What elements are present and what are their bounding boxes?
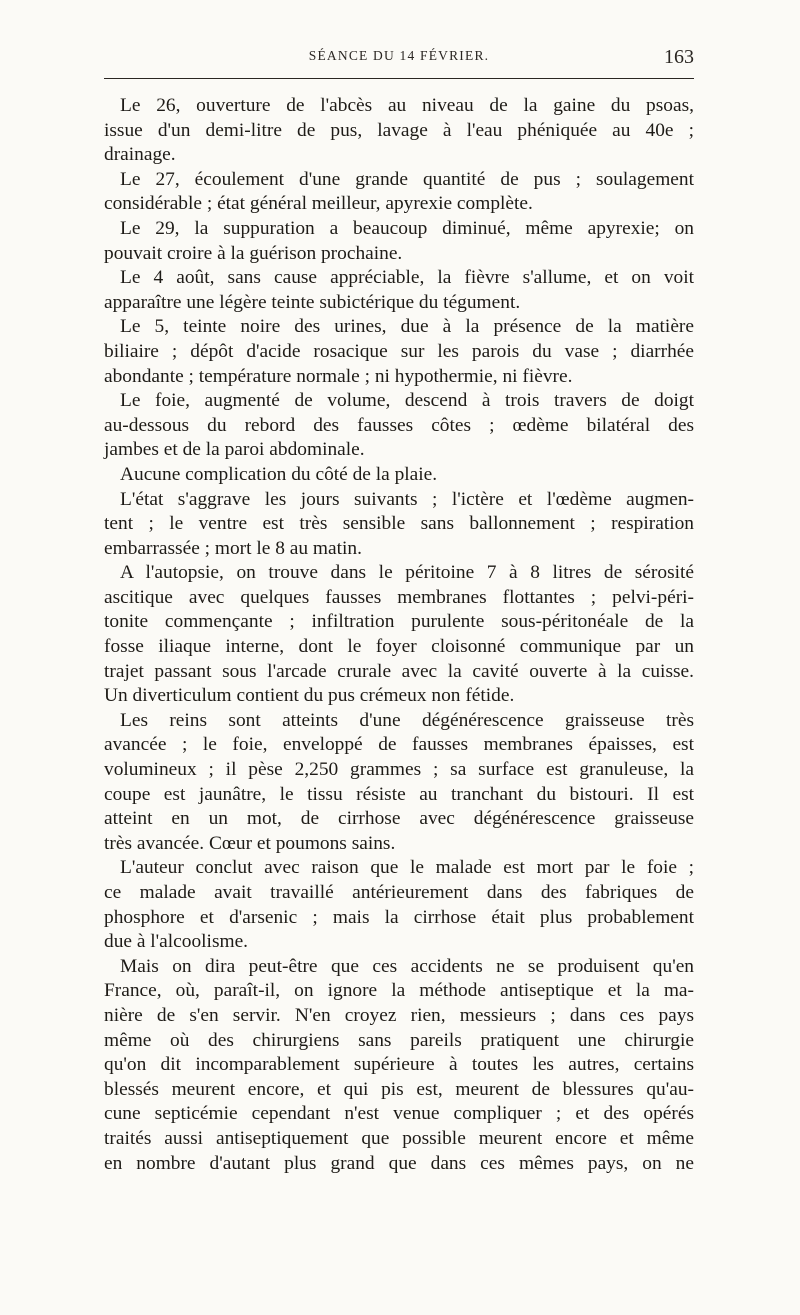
text-line: embarrassée ; mort le 8 au matin. <box>104 537 362 559</box>
text-line: L'état s'aggrave les jours suivants ; l'ictère et l'œdème augmen- <box>120 488 694 510</box>
text-line: tonite commençante ; infiltration purulente sous-péritonéale de la <box>104 611 694 633</box>
text-line: volumineux ; il pèse 2,250 grammes ; sa surface est granuleuse, la <box>104 759 694 781</box>
paragraph <box>104 561 694 709</box>
text-line: issue d'un demi-litre de pus, lavage à l'eau phéniquée au 40e ; <box>104 119 694 141</box>
text-line: trajet passant sous l'arcade crurale avec la cavité ouverte à la cuisse. <box>104 660 694 682</box>
paragraph <box>104 168 694 217</box>
text-line: A l'autopsie, on trouve dans le péritoine 7 à 8 litres de sérosité <box>120 562 694 584</box>
text-line: France, où, paraît-il, on ignore la méthode antiseptique et la ma- <box>104 980 694 1002</box>
paragraph <box>104 709 694 857</box>
paragraph <box>104 488 694 562</box>
text-line: très avancée. Cœur et poumons sains. <box>104 832 396 854</box>
text-line: ce malade avait travaillé antérieurement dans des fabriques de <box>104 882 694 903</box>
text-line: Les reins sont atteints d'une dégénérescence graisseuse très <box>120 709 694 731</box>
paragraph <box>104 217 694 266</box>
text-line: jambes et de la paroi abdominale. <box>104 439 365 461</box>
text-line: nière de s'en servir. N'en croyez rien, messieurs ; dans ces pays <box>104 1004 694 1026</box>
text-line: pouvait croire à la guérison prochaine. <box>104 242 403 264</box>
text-line: atteint en un mot, de cirrhose avec dégénérescence graisseuse <box>104 808 694 830</box>
text-line: Le 4 août, sans cause appréciable, la fièvre s'allume, et on voit <box>120 267 694 289</box>
text-line: Le 5, teinte noire des urines, due à la présence de la matière <box>120 316 694 338</box>
running-title: SÉANCE DU 14 FÉVRIER. <box>308 48 490 63</box>
page-number: 163 <box>664 46 694 68</box>
text-line: qu'on dit incomparablement supérieure à toutes les autres, certains <box>104 1054 694 1076</box>
text-line: due à l'alcoolisme. <box>104 931 249 953</box>
text-line: même où des chirurgiens sans pareils pratiquent une chirurgie <box>104 1029 694 1051</box>
paragraph <box>104 315 694 389</box>
text-line: Le 29, la suppuration a beaucoup diminué, même apyrexie; on <box>120 217 694 239</box>
text-line: biliaire ; dépôt d'acide rosacique sur les parois du vase ; diarrhée <box>104 340 694 362</box>
running-head <box>104 46 694 70</box>
text-line: phosphore et d'arsenic ; mais la cirrhose était plus probablement <box>104 906 694 928</box>
text-line: coupe est jaunâtre, le tissu résiste au tranchant du bistouri. Il est <box>104 783 694 805</box>
text-line: drainage. <box>104 144 176 166</box>
header-rule <box>104 78 694 79</box>
text-line: blessés meurent encore, et qui pis est, meurent de blessures qu'au- <box>104 1078 694 1100</box>
text-line: apparaître une légère teinte subictérique du tégument. <box>104 291 521 313</box>
text-line: Aucune complication du côté de la plaie. <box>120 463 438 485</box>
paragraph <box>104 94 694 168</box>
text-line: Le 26, ouverture de l'abcès au niveau de la gaine du psoas, <box>120 95 694 116</box>
paragraph <box>104 266 694 315</box>
paragraph <box>104 389 694 463</box>
paragraph <box>104 856 694 954</box>
text-line: fosse iliaque interne, dont le foyer cloisonné communique par un <box>104 636 694 658</box>
text-line: avancée ; le foie, enveloppé de fausses membranes épaisses, est <box>104 734 694 756</box>
paragraph <box>104 463 694 488</box>
text-line: traités aussi antiseptiquement que possible meurent encore et même <box>104 1127 694 1149</box>
text-line: en nombre d'autant plus grand que dans ces mêmes pays, on ne <box>104 1152 694 1174</box>
text-line: Le 27, écoulement d'une grande quantité de pus ; soulagement <box>120 168 694 190</box>
text-line: Le foie, augmenté de volume, descend à trois travers de doigt <box>120 390 694 412</box>
text-line: abondante ; température normale ; ni hypothermie, ni fièvre. <box>104 365 573 387</box>
text-line: L'auteur conclut avec raison que le malade est mort par le foie ; <box>120 857 694 879</box>
text-line: tent ; le ventre est très sensible sans ballonnement ; respiration <box>104 513 694 535</box>
text-line: ascitique avec quelques fausses membranes flottantes ; pelvi-péri- <box>104 586 694 608</box>
text-line: au-dessous du rebord des fausses côtes ; œdème bilatéral des <box>104 414 694 436</box>
paragraph <box>104 955 694 1176</box>
text-line: Un diverticulum contient du pus crémeux non fétide. <box>104 685 515 707</box>
text-line: considérable ; état général meilleur, apyrexie complète. <box>104 193 533 215</box>
text-line: cune septicémie cependant n'est venue compliquer ; et des opérés <box>104 1103 694 1125</box>
text-line: Mais on dira peut-être que ces accidents ne se produisent qu'en <box>120 955 694 977</box>
body-text <box>104 94 694 1176</box>
